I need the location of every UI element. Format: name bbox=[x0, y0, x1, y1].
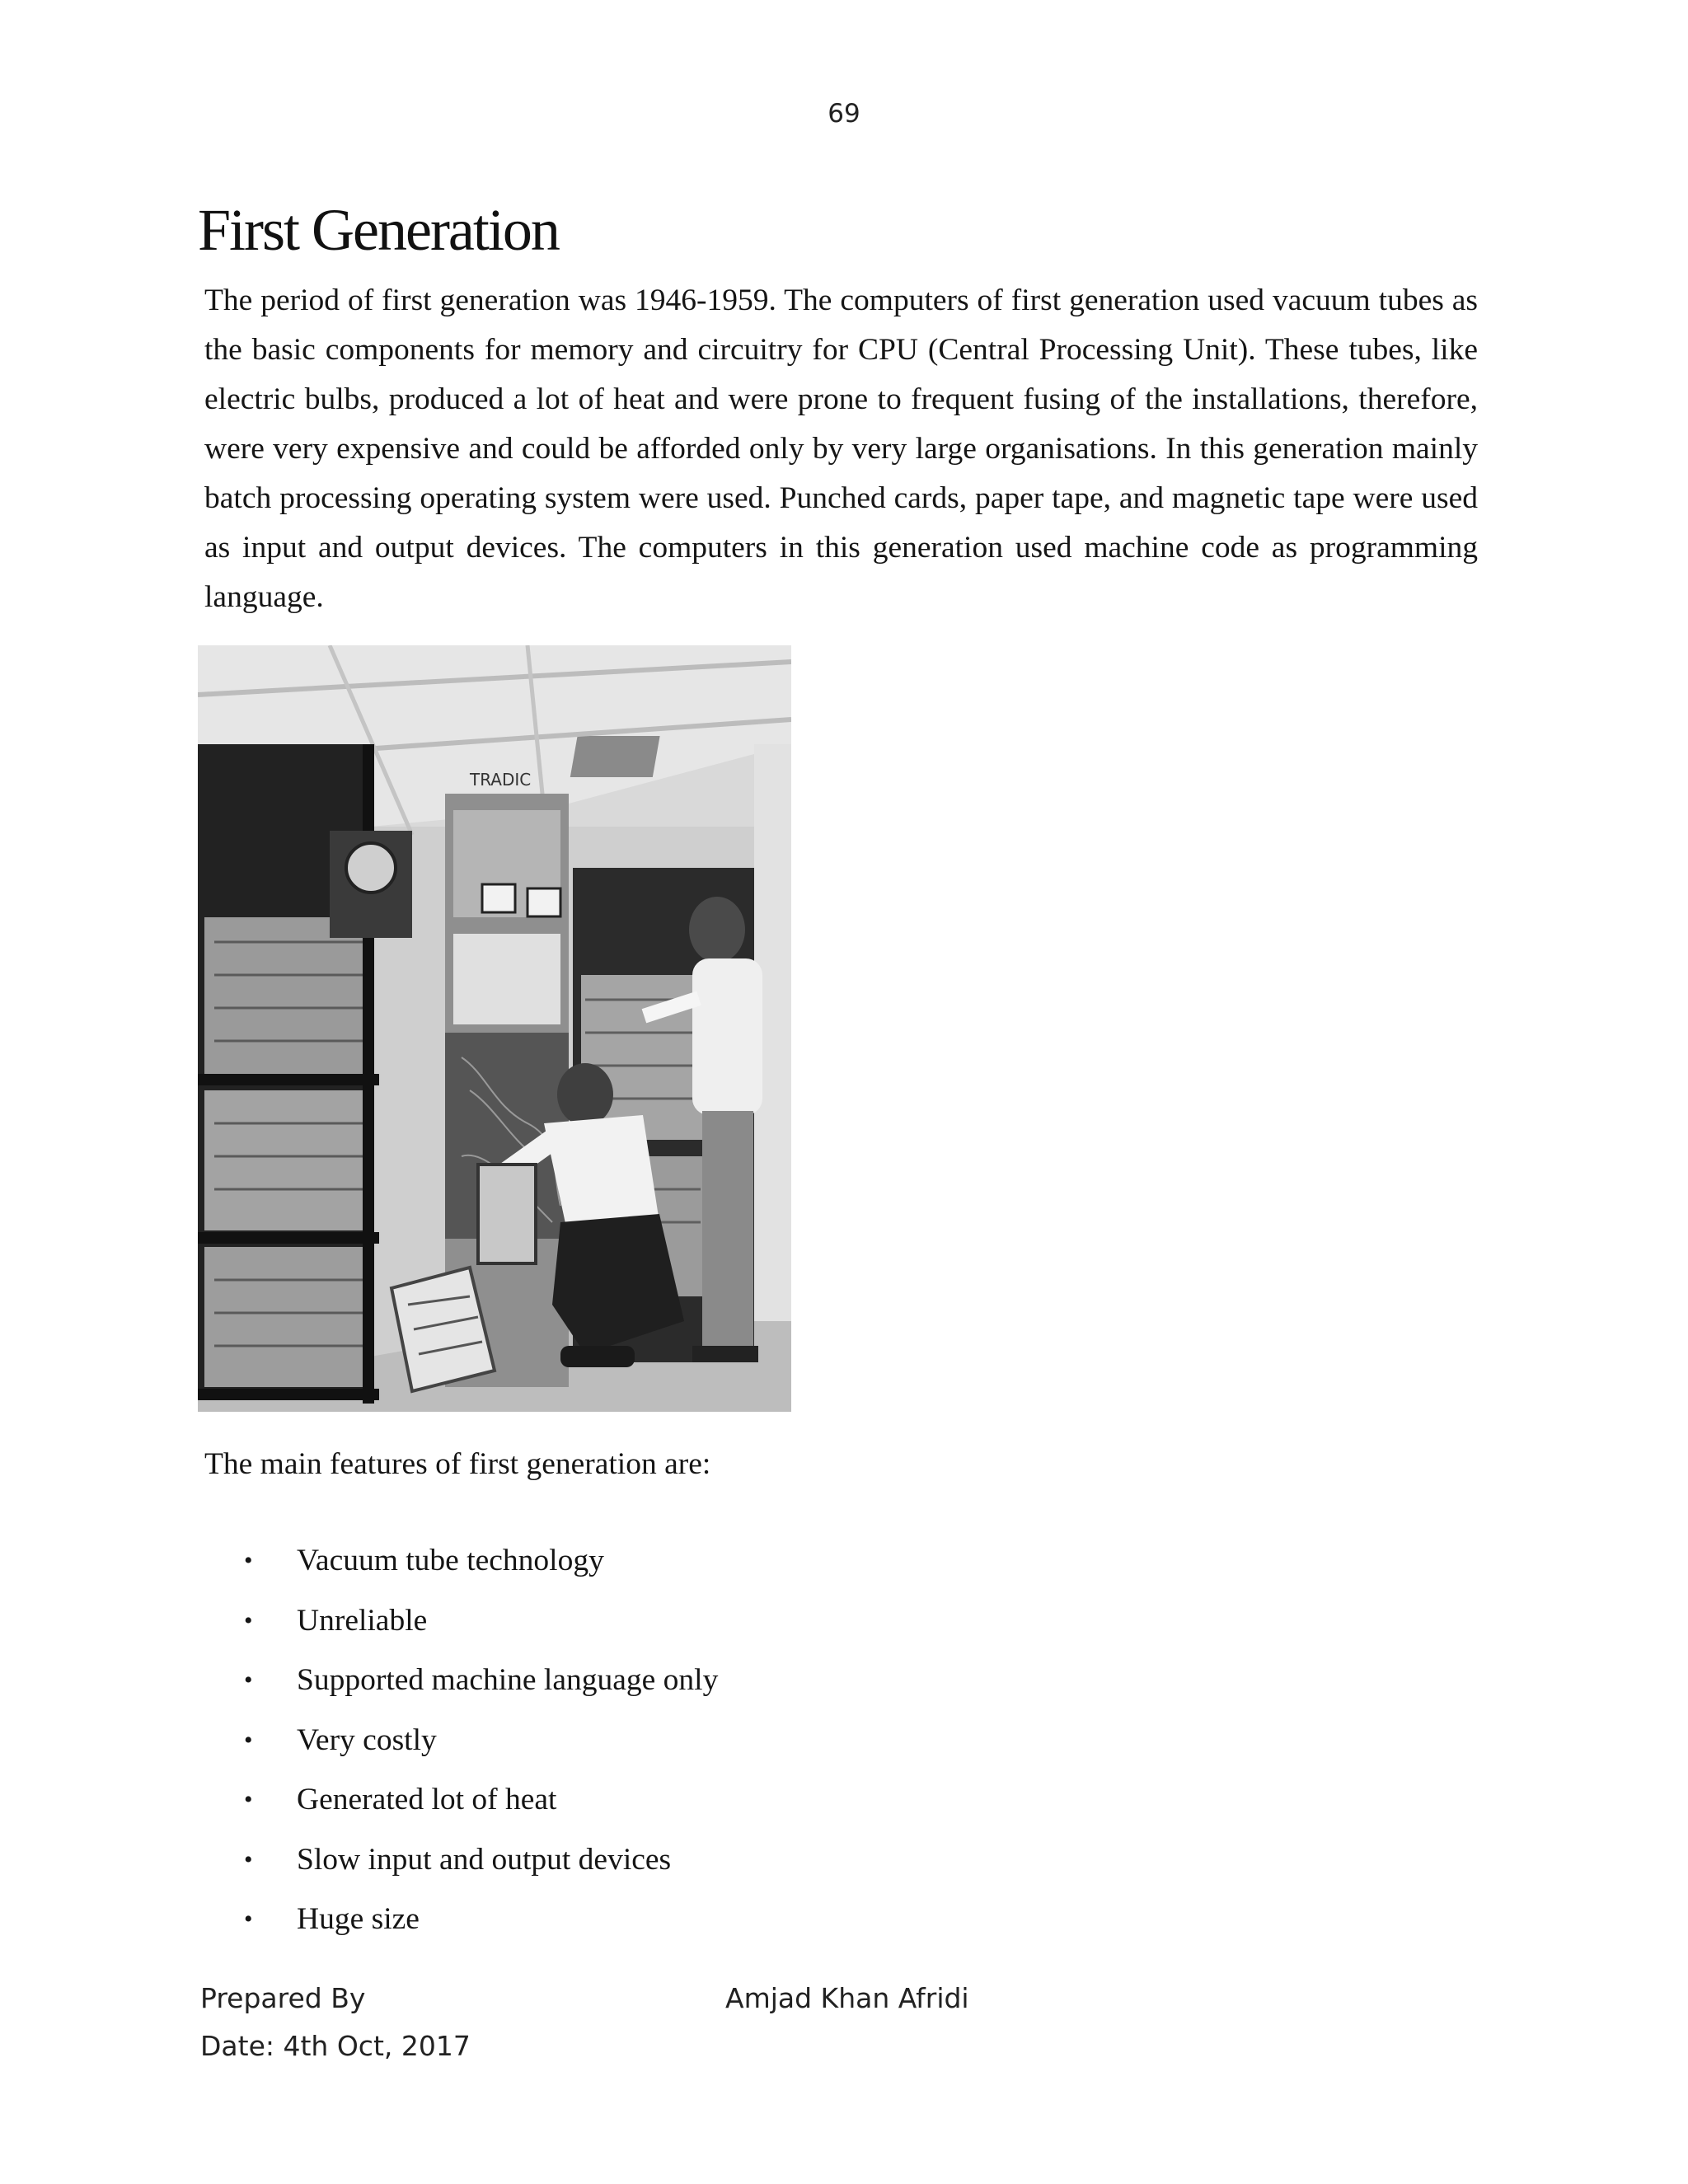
footer-date: Date: 4th Oct, 2017 bbox=[200, 2030, 471, 2062]
feature-text: Unreliable bbox=[297, 1603, 428, 1638]
feature-text: Supported machine language only bbox=[297, 1663, 719, 1697]
feature-text: Slow input and output devices bbox=[297, 1842, 672, 1877]
bullet-icon: • bbox=[244, 1905, 253, 1933]
feature-text: Huge size bbox=[297, 1902, 420, 1936]
feature-text: Very costly bbox=[297, 1722, 437, 1757]
page-title: First Generation bbox=[198, 197, 559, 263]
bullet-icon: • bbox=[244, 1726, 253, 1754]
page-number: 69 bbox=[828, 99, 860, 129]
features-intro: The main features of first generation are: bbox=[204, 1447, 711, 1481]
intro-paragraph: The period of first generation was 1946-1959. The computers of first generation used vacuum tubes as the basic components for memory and circuitry for CPU (Central Processing Unit). These tubes, like electric bulbs, produced a lot of heat and were prone to frequent fusing of the installations, therefore, were very expensive and could be afforded only by very large organisations. In this generation mainly batch processing operating system were used. Punched cards, paper tape, and magnetic tape were used as input and output devices. The computers in this generation used machine code as programming language. bbox=[204, 284, 1478, 614]
feature-text: Generated lot of heat bbox=[297, 1783, 557, 1816]
feature-text: Vacuum tube technology bbox=[297, 1544, 604, 1577]
bullet-icon: • bbox=[244, 1606, 253, 1634]
panel-sign-text: TRADIC bbox=[470, 770, 532, 790]
bullet-icon: • bbox=[244, 1786, 253, 1813]
footer-author: Amjad Khan Afridi bbox=[725, 1982, 969, 2014]
bullet-icon: • bbox=[244, 1547, 253, 1574]
footer-prepared-by: Prepared By bbox=[200, 1982, 366, 2014]
bullet-icon: • bbox=[244, 1845, 253, 1873]
bullet-icon: • bbox=[244, 1666, 253, 1694]
vacuum-tube-computer-photo bbox=[198, 645, 791, 1412]
